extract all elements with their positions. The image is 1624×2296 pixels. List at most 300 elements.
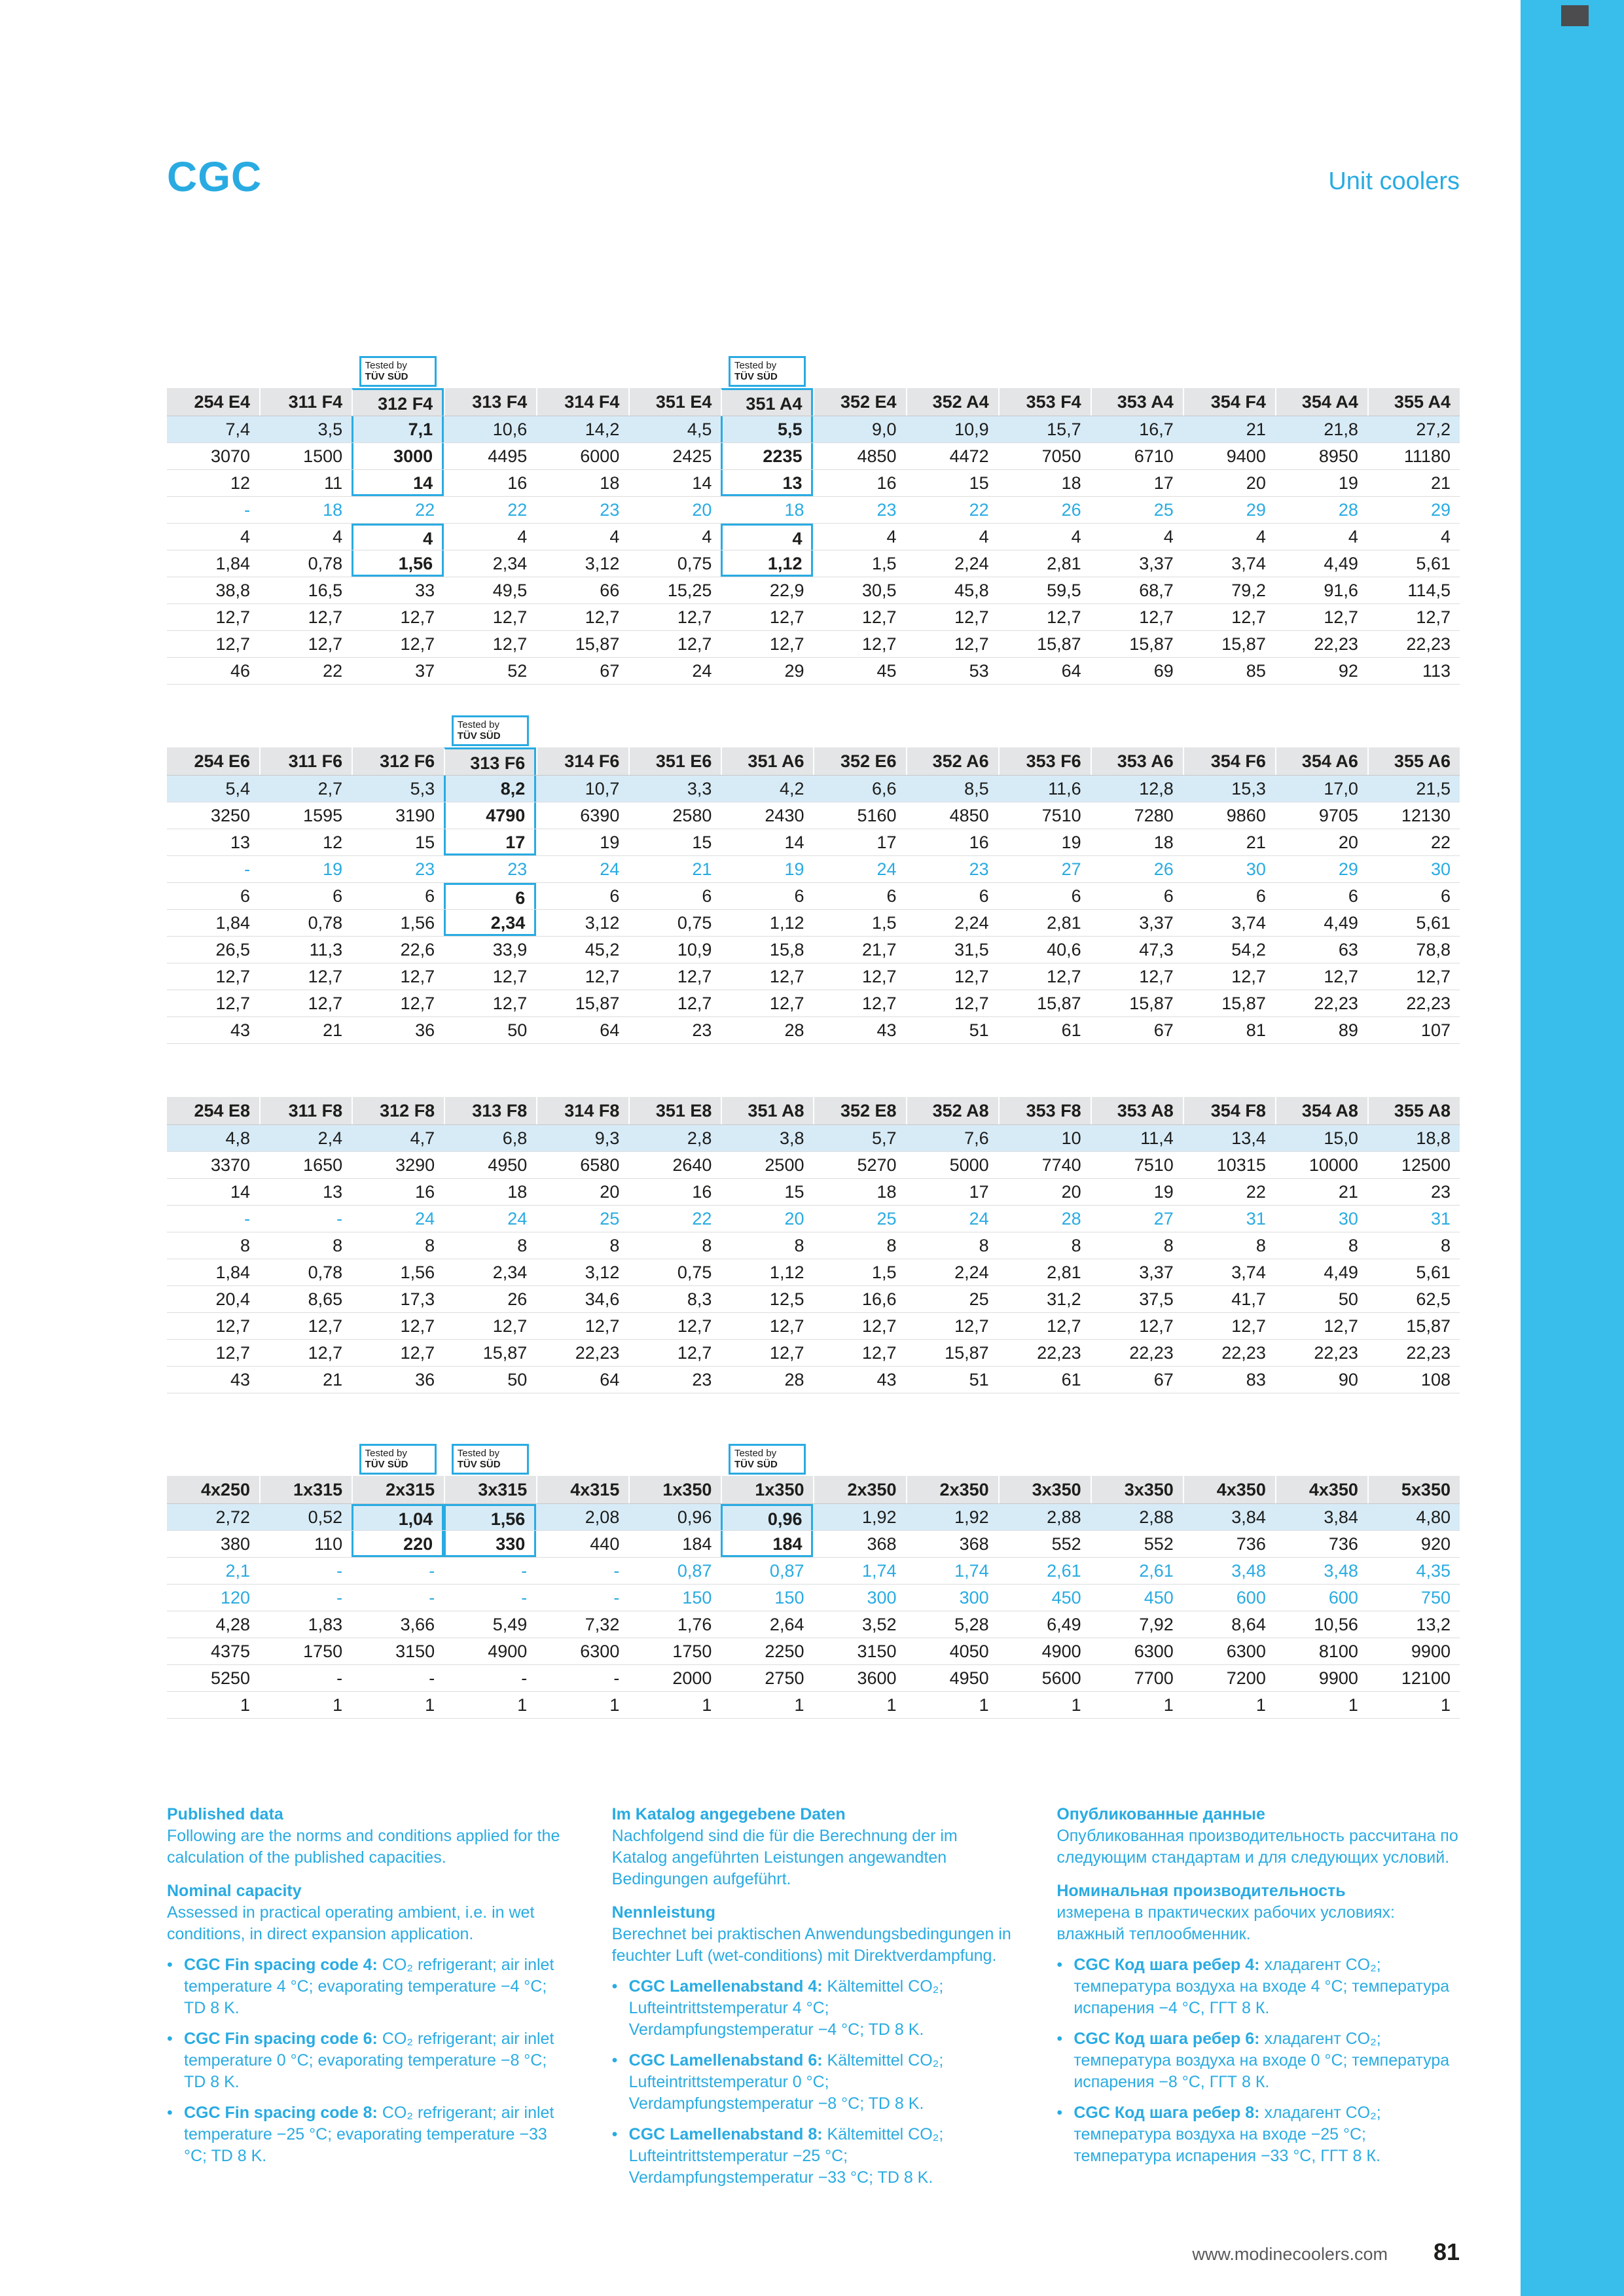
table-cell: 16 bbox=[415, 1182, 435, 1202]
table-cell: 21,7 bbox=[862, 940, 897, 960]
column-header: 353 A6 bbox=[1091, 747, 1183, 775]
badge-slot bbox=[1275, 1441, 1367, 1475]
column-header: 4x350 bbox=[1275, 1476, 1367, 1503]
table-cell: 10,9 bbox=[954, 420, 989, 439]
table-cell: 8 bbox=[333, 1236, 343, 1255]
table-cell: 11180 bbox=[1403, 446, 1451, 466]
table-cell: 6000 bbox=[580, 446, 620, 466]
table-cell: 3000 bbox=[352, 443, 444, 469]
table-cell: 67 bbox=[1153, 1370, 1174, 1390]
table-cell: 12100 bbox=[1401, 1668, 1451, 1688]
table-cell: 14 bbox=[692, 473, 712, 493]
column-header: 1x350 bbox=[628, 1476, 721, 1503]
note-bullet-rest: CO₂ refrigerant; air inlet temperature 4 °C; evaporating temperature −4 °C; TD 8 K. bbox=[184, 1956, 554, 2017]
table-cell: 12,7 bbox=[954, 994, 989, 1013]
table-cell: 64 bbox=[1061, 661, 1081, 681]
table-cell: 13,2 bbox=[1416, 1615, 1451, 1634]
table-cell: 8 bbox=[517, 1236, 528, 1255]
table-cell: 3,48 bbox=[1231, 1561, 1266, 1581]
table-cell: 6,49 bbox=[1047, 1615, 1081, 1634]
table-cell: 7,32 bbox=[585, 1615, 620, 1634]
table-cell: 920 bbox=[1420, 1534, 1451, 1554]
table-cell: 22,23 bbox=[1314, 994, 1358, 1013]
badge-slot bbox=[628, 353, 721, 387]
table-cell: 0,96 bbox=[721, 1504, 813, 1530]
note-bullet-rest: Kältemittel CO₂; Lufteintrittstemperatur −25 °C; Verdampfungstemperatur −33 °C; TD 8 K. bbox=[628, 2125, 944, 2187]
table-cell: 3,3 bbox=[687, 779, 712, 798]
table-cell: 114,5 bbox=[1407, 581, 1451, 600]
column-header: 351 E6 bbox=[628, 747, 721, 775]
table-cell: 15 bbox=[969, 473, 989, 493]
badge-slot bbox=[906, 1441, 998, 1475]
column-header: 352 A4 bbox=[906, 388, 998, 416]
table-cell: 6390 bbox=[580, 806, 620, 825]
table-cell: 12,7 bbox=[862, 607, 897, 627]
table-cell: 14,2 bbox=[585, 420, 620, 439]
table-cell: 8 bbox=[886, 1236, 897, 1255]
table-cell: 3250 bbox=[210, 806, 251, 825]
column-header: 351 A4 bbox=[721, 388, 813, 416]
table-cell: 1 bbox=[1348, 1695, 1358, 1715]
table-cell: 2250 bbox=[765, 1641, 804, 1661]
tuv-badge-line1: Tested by bbox=[457, 719, 499, 730]
table-cell: 12,7 bbox=[862, 1316, 897, 1336]
note-bullet bbox=[167, 2102, 570, 2167]
tuv-badge-line1: Tested by bbox=[365, 359, 407, 371]
table-cell: 22,23 bbox=[1406, 634, 1451, 654]
table-cell: 1,56 bbox=[444, 1504, 536, 1530]
table-row bbox=[167, 963, 1460, 990]
table-cell: 0,87 bbox=[769, 1561, 804, 1581]
table-cell: 61 bbox=[1061, 1020, 1081, 1040]
column-header: 4x250 bbox=[200, 1480, 251, 1499]
column-header: 2x315 bbox=[352, 1476, 444, 1503]
table-cell: 150 bbox=[682, 1588, 712, 1607]
table-cell: 552 bbox=[1051, 1534, 1081, 1554]
table-cell: 2,34 bbox=[492, 1263, 528, 1282]
table-cell: 36 bbox=[415, 1020, 435, 1040]
table-cell: 2,72 bbox=[215, 1507, 251, 1527]
bullet-icon: • bbox=[1056, 2104, 1063, 2122]
table-cell: 1,5 bbox=[872, 1263, 897, 1282]
table-cell: 33,9 bbox=[492, 940, 528, 960]
table-cell: - bbox=[429, 1561, 435, 1581]
column-header: 354 F6 bbox=[1183, 747, 1275, 775]
tuv-sud-badge bbox=[729, 1444, 806, 1475]
table-cell: 5270 bbox=[857, 1155, 897, 1175]
column-header: 5x350 bbox=[1367, 1476, 1460, 1503]
table-cell: 22,6 bbox=[400, 940, 435, 960]
table-cell: 37 bbox=[415, 661, 435, 681]
table-cell: 6300 bbox=[580, 1641, 620, 1661]
table-cell: 1750 bbox=[303, 1641, 343, 1661]
table-cell: 1,04 bbox=[352, 1504, 444, 1530]
table-cell: 29 bbox=[1430, 500, 1451, 520]
table-cell: 26 bbox=[507, 1289, 528, 1309]
table-cell: 12,7 bbox=[1139, 967, 1174, 986]
table-cell: 8,3 bbox=[687, 1289, 712, 1309]
table-cell: 5,5 bbox=[721, 416, 813, 442]
table-cell: 21 bbox=[692, 859, 712, 879]
badge-slot bbox=[444, 712, 536, 746]
table-cell: 12,7 bbox=[1324, 607, 1358, 627]
table-row bbox=[167, 1504, 1460, 1531]
table-cell: 113 bbox=[1422, 661, 1451, 681]
table-row bbox=[167, 416, 1460, 443]
table-cell: 7,4 bbox=[225, 420, 251, 439]
table-cell: 12,7 bbox=[585, 1316, 620, 1336]
table-cell: 6 bbox=[1255, 886, 1266, 906]
table-cell: 23 bbox=[1430, 1182, 1451, 1202]
tuv-badge-line1: Tested by bbox=[365, 1447, 407, 1459]
table-cell: 23 bbox=[969, 859, 989, 879]
table-cell: 16 bbox=[692, 1182, 712, 1202]
table-cell: 13 bbox=[323, 1182, 343, 1202]
badge-slot bbox=[1183, 353, 1275, 387]
table-row bbox=[167, 1585, 1460, 1611]
table-cell: 9900 bbox=[1318, 1668, 1358, 1688]
table-cell: 552 bbox=[1144, 1534, 1174, 1554]
table-cell: 7510 bbox=[1041, 806, 1081, 825]
table-cell: 2,81 bbox=[1047, 1263, 1081, 1282]
table-cell: 81 bbox=[1246, 1020, 1266, 1040]
table-cell: 7050 bbox=[1041, 446, 1081, 466]
table-cell: 2,1 bbox=[225, 1561, 251, 1581]
table-cell: 4 bbox=[702, 527, 712, 547]
badge-slot bbox=[1183, 1441, 1275, 1475]
column-header: 352 E8 bbox=[813, 1097, 905, 1124]
table-cell: 31,5 bbox=[954, 940, 989, 960]
table-cell: 15,87 bbox=[1221, 994, 1266, 1013]
badge-slot bbox=[721, 712, 813, 746]
table-cell: 16,5 bbox=[308, 581, 343, 600]
table-cell: 13,4 bbox=[1231, 1128, 1266, 1148]
column-header: 353 A8 bbox=[1091, 1097, 1183, 1124]
table-cell: 15,87 bbox=[482, 1343, 528, 1363]
table-cell: 3,37 bbox=[1139, 1263, 1174, 1282]
table-cell: 12,7 bbox=[677, 634, 712, 654]
table-cell: 9400 bbox=[1226, 446, 1266, 466]
table-cell: 64 bbox=[600, 1370, 620, 1390]
table-cell: 8 bbox=[240, 1236, 251, 1255]
table-cell: 12,7 bbox=[492, 994, 528, 1013]
tuv-badge-line2: TÜV SÜD bbox=[457, 1458, 501, 1470]
table-cell: 4 bbox=[979, 527, 989, 547]
table-cell: 12,7 bbox=[492, 1316, 528, 1336]
table-cell: 3150 bbox=[857, 1641, 897, 1661]
badge-slot bbox=[813, 1441, 905, 1475]
table-cell: 31 bbox=[1430, 1209, 1451, 1229]
section-title: Unit coolers bbox=[1328, 168, 1460, 195]
table-row bbox=[167, 1531, 1460, 1558]
table-cell: 30 bbox=[1338, 1209, 1358, 1229]
bullet-icon: • bbox=[167, 2030, 173, 2048]
table-cell: 12,7 bbox=[769, 1343, 804, 1363]
table-cell: 12 bbox=[323, 833, 343, 852]
badge-slot bbox=[1091, 353, 1183, 387]
table-cell: 0,87 bbox=[677, 1561, 712, 1581]
tuv-badge-line2: TÜV SÜD bbox=[365, 1458, 408, 1470]
badge-slot bbox=[813, 353, 905, 387]
table-cell: 46 bbox=[230, 661, 251, 681]
table-cell: - bbox=[244, 1209, 251, 1229]
table-cell: 4,49 bbox=[1324, 913, 1358, 933]
table-cell: 28 bbox=[784, 1020, 804, 1040]
table-cell: 3150 bbox=[395, 1641, 435, 1661]
table-cell: 6 bbox=[333, 886, 343, 906]
table-cell: 61 bbox=[1061, 1370, 1081, 1390]
column-header: 354 F8 bbox=[1183, 1097, 1275, 1124]
table-cell: 18 bbox=[600, 473, 620, 493]
table-cell: 3,12 bbox=[585, 913, 620, 933]
table-cell: 23 bbox=[415, 859, 435, 879]
table-cell: 12,7 bbox=[400, 994, 435, 1013]
table-cell: 19 bbox=[784, 859, 804, 879]
table-cell: 54,2 bbox=[1231, 940, 1266, 960]
table-cell: 0,78 bbox=[308, 913, 343, 933]
tuv-badge-line1: Tested by bbox=[734, 359, 777, 371]
table-cell: 380 bbox=[221, 1534, 251, 1554]
table-cell: 26 bbox=[1153, 859, 1174, 879]
table-cell: 3,8 bbox=[779, 1128, 804, 1148]
table-cell: 5,61 bbox=[1416, 1263, 1451, 1282]
table-cell: 2,34 bbox=[492, 554, 528, 573]
table-cell: 29 bbox=[784, 661, 804, 681]
table-cell: 12,7 bbox=[215, 967, 251, 986]
bullet-icon: • bbox=[611, 1977, 618, 1996]
table-cell: 2,8 bbox=[687, 1128, 712, 1148]
table-cell: 30 bbox=[1246, 859, 1266, 879]
table-cell: 90 bbox=[1338, 1370, 1358, 1390]
table-cell: 4850 bbox=[857, 446, 897, 466]
table-cell: 7200 bbox=[1226, 1668, 1266, 1688]
column-header: 254 E4 bbox=[194, 392, 251, 412]
note-bullet-rest: хладагент CO₂; температура воздуха на входе 0 °C; температура испарения −8 °C, ГГТ 8 К. bbox=[1074, 2030, 1450, 2091]
table-cell: 1,5 bbox=[872, 913, 897, 933]
table-cell: 64 bbox=[600, 1020, 620, 1040]
table-cell: 0,52 bbox=[308, 1507, 343, 1527]
table-cell: - bbox=[613, 1588, 620, 1607]
table-cell: 3600 bbox=[857, 1668, 897, 1688]
table-cell: 1,56 bbox=[400, 913, 435, 933]
note-bullet-rest: хладагент CO₂; температура воздуха на входе −25 °C; температура испарения −33 °C, ГГТ 8 К. bbox=[1074, 2104, 1381, 2165]
bullet-icon: • bbox=[1056, 2030, 1063, 2048]
column-header: 353 F4 bbox=[998, 388, 1091, 416]
table-cell: 2,34 bbox=[444, 910, 536, 936]
table-cell: 22,9 bbox=[769, 581, 804, 600]
table-cell: 8 bbox=[1071, 1236, 1081, 1255]
table-cell: 2,64 bbox=[769, 1615, 804, 1634]
table-cell: 1,74 bbox=[954, 1561, 989, 1581]
table-row bbox=[167, 1665, 1460, 1692]
table-cell: 4472 bbox=[949, 446, 989, 466]
badge-slot bbox=[1367, 1441, 1460, 1475]
table-cell: 4,8 bbox=[225, 1128, 251, 1148]
table-row bbox=[167, 550, 1460, 577]
table-cell: 8 bbox=[979, 1236, 989, 1255]
note-bullet-text bbox=[184, 2102, 570, 2167]
table-cell: 12,7 bbox=[954, 607, 989, 627]
table-cell: 1 bbox=[1071, 1695, 1081, 1715]
bullet-icon: • bbox=[167, 2104, 173, 2122]
note-subintro: Berechnet bei praktischen Anwendungsbedingungen in feuchter Luft (wet-conditions) mit Direktverdampfung. bbox=[611, 1925, 1011, 1965]
table-cell: 0,75 bbox=[677, 1263, 712, 1282]
bullet-icon: • bbox=[611, 2125, 618, 2144]
table-cell: 6300 bbox=[1134, 1641, 1174, 1661]
table-cell: 12,7 bbox=[677, 607, 712, 627]
column-header: 351 A6 bbox=[721, 747, 813, 775]
tuv-badge-line1: Tested by bbox=[457, 1447, 499, 1459]
table-cell: 1 bbox=[702, 1695, 712, 1715]
table-cell: 12,7 bbox=[677, 967, 712, 986]
table-cell: 5,28 bbox=[954, 1615, 989, 1634]
table-cell: 6 bbox=[794, 886, 804, 906]
column-header: 352 A6 bbox=[906, 747, 998, 775]
page-content bbox=[167, 0, 1460, 2189]
table-cell: 4375 bbox=[210, 1641, 251, 1661]
table-cell: 440 bbox=[590, 1534, 620, 1554]
table-cell: 6 bbox=[886, 886, 897, 906]
badge-slot bbox=[1367, 353, 1460, 387]
table-cell: 4 bbox=[1163, 527, 1174, 547]
badge-slot bbox=[998, 353, 1091, 387]
table-cell: 4 bbox=[333, 527, 343, 547]
tuv-sud-badge bbox=[452, 715, 529, 747]
table-cell: 2580 bbox=[672, 806, 712, 825]
table-cell: 4050 bbox=[949, 1641, 989, 1661]
table-cell: 12,7 bbox=[1047, 967, 1081, 986]
table-cell: 27,2 bbox=[1416, 420, 1451, 439]
table-cell: 1,56 bbox=[352, 550, 444, 577]
table-cell: 23 bbox=[600, 500, 620, 520]
table-cell: 0,96 bbox=[677, 1507, 712, 1527]
table-cell: 25 bbox=[969, 1289, 989, 1309]
table-cell: 0,78 bbox=[308, 554, 343, 573]
column-header: 351 E8 bbox=[628, 1097, 721, 1124]
table-cell: 45,8 bbox=[954, 581, 989, 600]
column-header: 353 F8 bbox=[998, 1097, 1091, 1124]
table-cell: 10000 bbox=[1308, 1155, 1358, 1175]
table-cell: 150 bbox=[774, 1588, 804, 1607]
table-cell: 1,56 bbox=[400, 1263, 435, 1282]
table-header-row bbox=[167, 388, 1460, 416]
table-cell: 1,92 bbox=[954, 1507, 989, 1527]
table-cell: 4950 bbox=[949, 1668, 989, 1688]
column-header: 355 A8 bbox=[1367, 1097, 1460, 1124]
tuv-sud-badge bbox=[359, 1444, 437, 1475]
table-cell: 28 bbox=[1061, 1209, 1081, 1229]
table-cell: 12,7 bbox=[215, 994, 251, 1013]
table-cell: 22,23 bbox=[1221, 1343, 1266, 1363]
table-cell: 5,7 bbox=[872, 1128, 897, 1148]
tuv-badge-row bbox=[167, 712, 1460, 746]
table-cell: 51 bbox=[969, 1370, 989, 1390]
column-header: 352 E4 bbox=[813, 388, 905, 416]
table-cell: 1,5 bbox=[872, 554, 897, 573]
table-cell: 2,81 bbox=[1047, 554, 1081, 573]
table-row bbox=[167, 937, 1460, 963]
badge-slot bbox=[1275, 353, 1367, 387]
table-cell: 1595 bbox=[303, 806, 343, 825]
table-cell: 5,3 bbox=[410, 779, 435, 798]
badge-slot bbox=[444, 353, 536, 387]
column-header: 351 E4 bbox=[628, 388, 721, 416]
table-cell: 23 bbox=[507, 859, 528, 879]
table-cell: 10,56 bbox=[1314, 1615, 1358, 1634]
table-header-row bbox=[167, 1097, 1460, 1125]
table-cell: 11,3 bbox=[309, 940, 343, 960]
table-cell: 12,7 bbox=[400, 967, 435, 986]
column-header: 2x350 bbox=[813, 1476, 905, 1503]
table-cell: 16,7 bbox=[1139, 420, 1174, 439]
table-cell: 4850 bbox=[949, 806, 989, 825]
table-cell: 15,87 bbox=[1037, 634, 1081, 654]
table-cell: 5160 bbox=[857, 806, 897, 825]
table-cell: 1 bbox=[1163, 1695, 1174, 1715]
table-cell: 1,84 bbox=[215, 1263, 251, 1282]
table-row bbox=[167, 1313, 1460, 1340]
table-row bbox=[167, 604, 1460, 631]
table-cell: 19 bbox=[1153, 1182, 1174, 1202]
table-cell: 6,8 bbox=[502, 1128, 528, 1148]
table-cell: 22 bbox=[323, 661, 343, 681]
table-cell: 22,23 bbox=[1314, 634, 1358, 654]
table-cell: 68,7 bbox=[1139, 581, 1174, 600]
table-cell: 78,8 bbox=[1416, 940, 1451, 960]
column-header: 1x350 bbox=[721, 1476, 813, 1503]
table-cell: 16 bbox=[507, 473, 528, 493]
table-cell: 1 bbox=[794, 1695, 804, 1715]
table-cell: - bbox=[613, 1561, 620, 1581]
table-cell: 600 bbox=[1236, 1588, 1266, 1607]
table-cell: 17 bbox=[876, 833, 897, 852]
table-cell: 29 bbox=[1246, 500, 1266, 520]
table-cell: 33 bbox=[415, 581, 435, 600]
table-cell: 1500 bbox=[303, 446, 343, 466]
table-row bbox=[167, 1367, 1460, 1393]
table-cell: 5,61 bbox=[1416, 913, 1451, 933]
table-cell: 0,75 bbox=[677, 913, 712, 933]
table-cell: 2,61 bbox=[1139, 1561, 1174, 1581]
table-cell: 12,7 bbox=[1231, 967, 1266, 986]
footer-url[interactable]: www.modinecoolers.com bbox=[1192, 2244, 1388, 2264]
badge-slot bbox=[167, 1441, 259, 1475]
table-row bbox=[167, 497, 1460, 524]
table-row bbox=[167, 776, 1460, 802]
column-header: 313 F8 bbox=[444, 1097, 536, 1124]
table-cell: 12,7 bbox=[308, 607, 343, 627]
notes-en bbox=[167, 1804, 570, 2189]
column-header: 351 A8 bbox=[721, 1097, 813, 1124]
table-cell: 4 bbox=[1255, 527, 1266, 547]
table-cell: 8,5 bbox=[964, 779, 989, 798]
table-cell: 120 bbox=[221, 1588, 251, 1607]
note-bullet-text bbox=[184, 1954, 570, 2019]
table-cell: 12,7 bbox=[308, 1343, 343, 1363]
table-cell: 43 bbox=[876, 1020, 897, 1040]
table-cell: 4 bbox=[721, 524, 813, 550]
table-cell: 30,5 bbox=[862, 581, 897, 600]
table-cell: 4,35 bbox=[1416, 1561, 1451, 1581]
table-cell: 12,7 bbox=[492, 607, 528, 627]
table-cell: 21 bbox=[1246, 833, 1266, 852]
table-cell: 11,4 bbox=[1140, 1128, 1174, 1148]
table-cell: 6 bbox=[425, 886, 435, 906]
table-cell: 34,6 bbox=[585, 1289, 620, 1309]
table-cell: 22,23 bbox=[1037, 1343, 1081, 1363]
table-cell: 1,83 bbox=[308, 1615, 343, 1634]
note-intro: Following are the norms and conditions applied for the calculation of the published capacities. bbox=[167, 1827, 560, 1867]
